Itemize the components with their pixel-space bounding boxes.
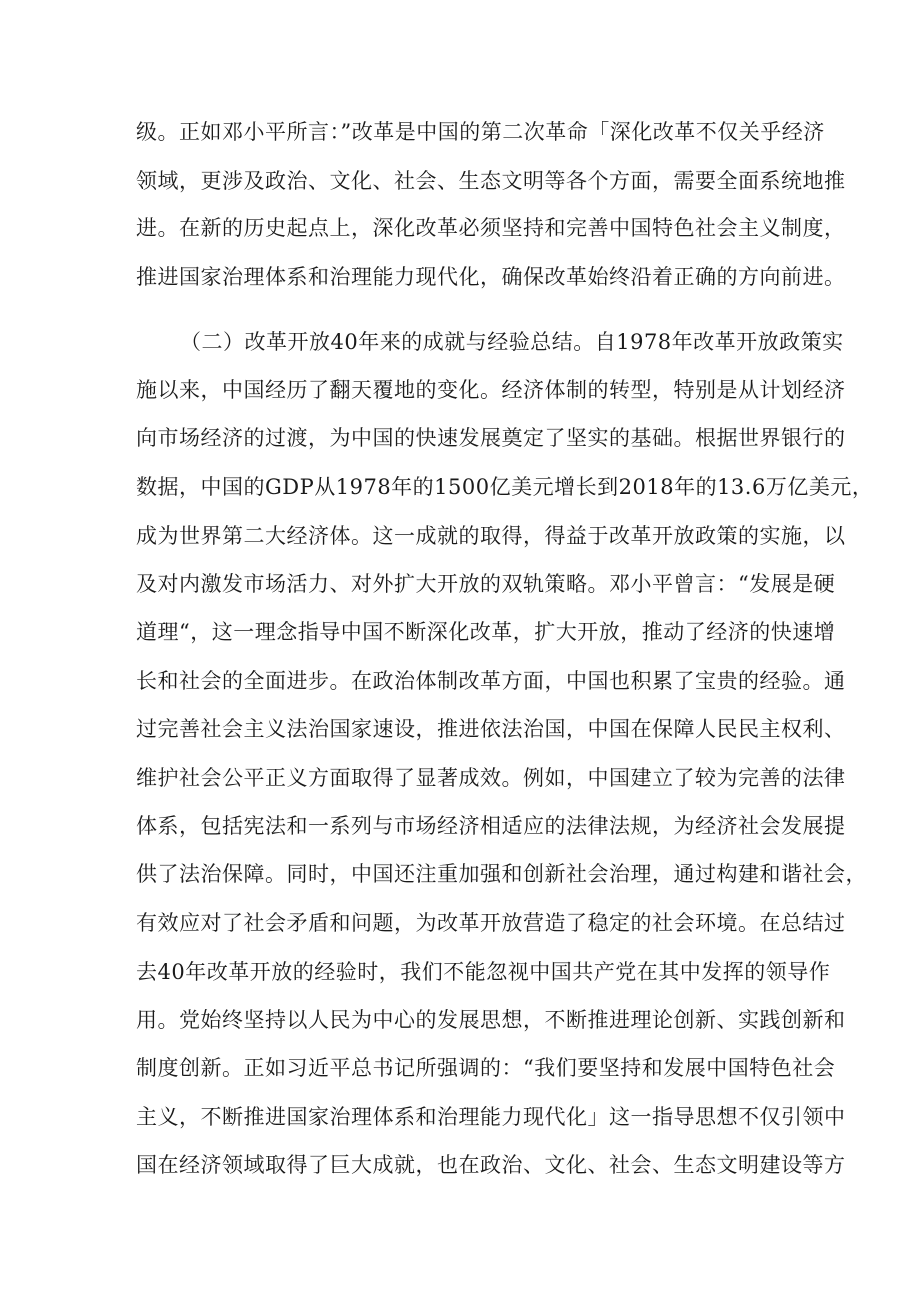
paragraph-2-line-12: 供了法治保障。同时，中国还注重加强和创新社会治理，通过构建和谐社会，: [136, 862, 867, 886]
paragraph-2-line-7: 道理“，这一理念指导中国不断深化改革，扩大开放，推动了经济的快速增: [136, 620, 836, 644]
paragraph-2-line-13: 有效应对了社会矛盾和问题，为改革开放营造了稳定的社会环境。在总结过: [136, 911, 846, 935]
paragraph-2-line-5: 成为世界第二大经济体。这一成就的取得，得益于改革开放政策的实施，以: [136, 524, 846, 548]
paragraph-1-line-1: 级。正如邓小平所言：”改革是中国的第二次革命「深化改革不仅关乎经济: [136, 120, 825, 144]
paragraph-2-line-3: 向市场经济的过渡，为中国的快速发展奠定了坚实的基础。根据世界银行的: [136, 426, 846, 450]
paragraph-2-line-10: 维护社会公平正义方面取得了显著成效。例如，中国建立了较为完善的法律: [136, 766, 846, 790]
paragraph-2-line-15: 用。党始终坚持以人民为中心的发展思想，不断推进理论创新、实践创新和: [136, 1008, 846, 1032]
paragraph-2-line-4: 数据，中国的GDP从1978年的1500亿美元增长到2018年的13.6万亿美元，: [136, 475, 874, 499]
paragraph-2-line-11: 体系，包括宪法和一系列与市场经济相适应的法律法规，为经济社会发展提: [136, 814, 846, 838]
paragraph-2-line-14: 去40年改革开放的经验时，我们不能忽视中国共产党在其中发挥的领导作: [136, 960, 831, 984]
paragraph-1-line-3: 进。在新的历史起点上，深化改革必须坚持和完善中国特色社会主义制度，: [136, 216, 846, 240]
paragraph-1-line-2: 领域，更涉及政治、文化、社会、生态文明等各个方面，需要全面系统地推: [136, 169, 846, 193]
paragraph-2-line-17: 主义，不断推进国家治理体系和治理能力现代化」这一指导思想不仅引领中: [136, 1105, 846, 1129]
paragraph-2-line-2: 施以来，中国经历了翻天覆地的变化。经济体制的转型，特别是从计划经济: [136, 378, 846, 402]
paragraph-2-line-18: 国在经济领域取得了巨大成就，也在政治、文化、社会、生态文明建设等方: [136, 1153, 846, 1177]
paragraph-2-line-1: （二）改革开放40年来的成就与经验总结。自1978年改革开放政策实: [180, 330, 844, 354]
paragraph-2-line-6: 及对内激发市场活力、对外扩大开放的双轨策略。邓小平曾言：“发展是硬: [136, 572, 836, 596]
paragraph-2-line-9: 过完善社会主义法治国家速设，推进依法治国，中国在保障人民民主权利、: [136, 717, 846, 741]
paragraph-1-line-4: 推进国家治理体系和治理能力现代化，确保改革始终沿着正确的方向前进。: [136, 265, 846, 289]
paragraph-2-line-8: 长和社会的全面进步。在政治体制改革方面，中国也积累了宝贵的经验。通: [136, 669, 846, 693]
paragraph-2-line-16: 制度创新。正如习近平总书记所强调的：“我们要坚持和发展中国特色社会: [136, 1056, 836, 1080]
